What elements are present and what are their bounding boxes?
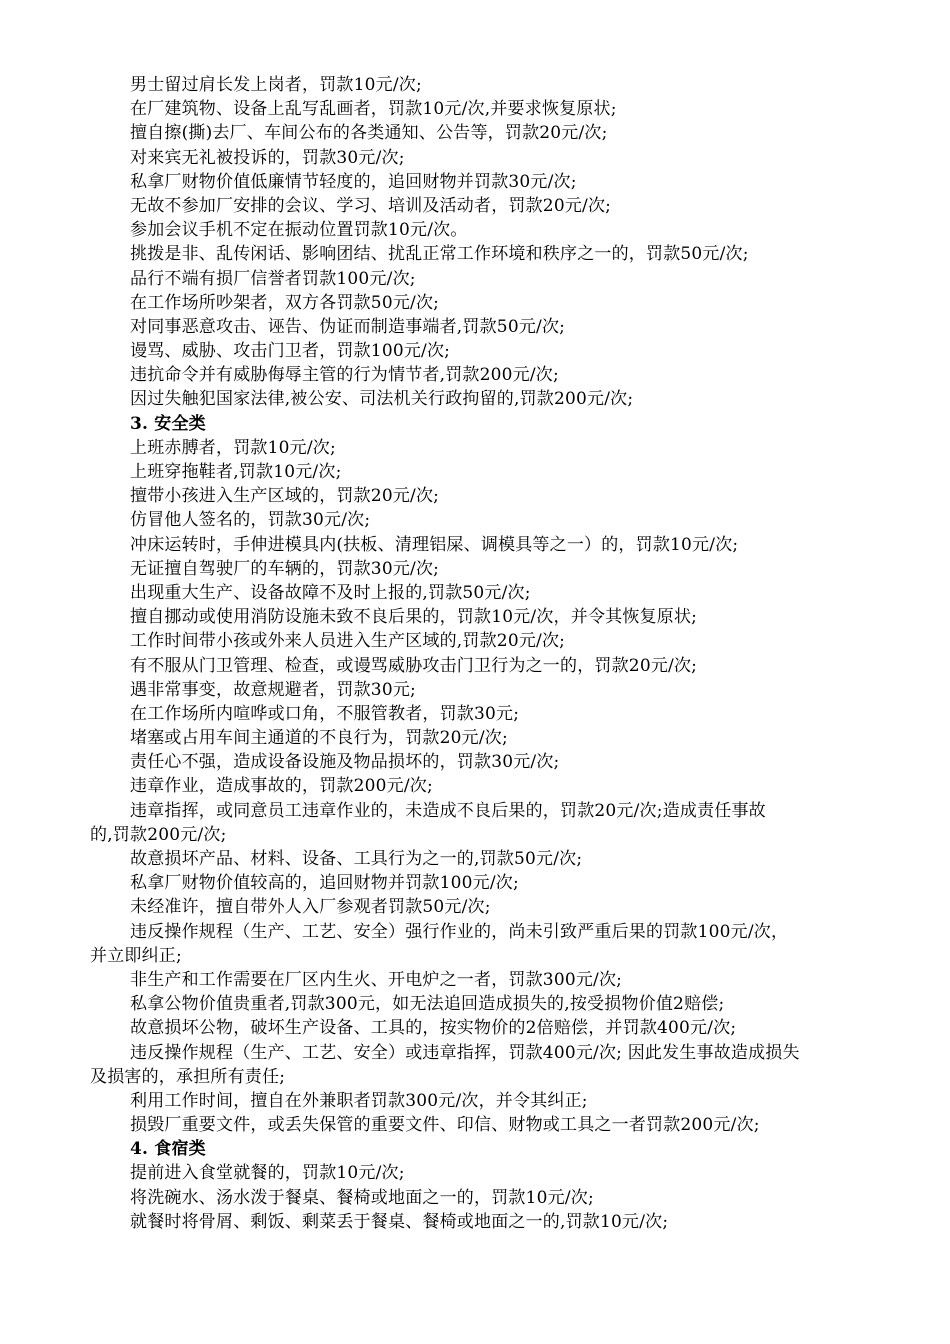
rule-line: 挑拨是非、乱传闲话、影响团结、扰乱正常工作环境和秩序之一的，罚款50元/次; [130,244,749,265]
rule-line: 遇非常事变，故意规避者，罚款30元; [130,679,416,700]
rule-line: 冲床运转时，手伸进模具内(扶板、清理铝屎、调模具等之一）的，罚款10元/次; [130,534,739,555]
section-heading-dining: 4. 食宿类 [130,1139,206,1160]
rule-line: 无证擅自驾驶厂的车辆的，罚款30元/次; [130,558,440,579]
rule-line-wrap-end: 并立即纠正; [90,945,182,966]
rule-line: 故意损坏产品、材料、设备、工具行为之一的,罚款50元/次; [130,849,583,869]
rule-line: 损毁厂重要文件，或丢失保管的重要文件、印信、财物或工具之一者罚款200元/次; [130,1115,760,1136]
rule-line: 上班穿拖鞋者,罚款10元/次; [130,462,342,482]
rule-line: 在厂建筑物、设备上乱写乱画者，罚款10元/次,并要求恢复原状; [130,99,617,120]
rule-line: 故意损坏公物，破坏生产设备、工具的，按实物价的2倍赔偿，并罚款400元/次; [130,1018,737,1039]
rule-line: 在工作场所内喧哗或口角，不服管教者，罚款30元; [130,703,520,724]
rule-line: 违章作业，造成事故的，罚款200元/次; [130,776,433,797]
rule-line: 男士留过肩长发上岗者，罚款10元/次; [130,75,422,95]
rule-line: 提前进入食堂就餐的，罚款10元/次; [130,1163,405,1184]
rule-line: 未经准许，擅自带外人入厂参观者罚款50元/次; [130,897,491,918]
rule-line: 将洗碗水、汤水泼于餐桌、餐椅或地面之一的，罚款10元/次; [130,1187,594,1208]
rule-line: 上班赤膊者，罚款10元/次; [130,437,336,458]
rule-line: 对同事恶意攻击、诬告、伪证而制造事端者,罚款50元/次; [130,316,566,337]
rule-line: 非生产和工作需要在厂区内生火、开电炉之一者，罚款300元/次; [130,969,623,990]
rule-line: 仿冒他人签名的，罚款30元/次; [130,510,371,531]
rule-line: 因过失触犯国家法律,被公安、司法机关行政拘留的,罚款200元/次; [130,389,634,410]
rule-line: 擅自擦(撕)去厂、车间公布的各类通知、公告等，罚款20元/次; [130,123,608,144]
rule-line: 违抗命令并有威胁侮辱主管的行为情节者,罚款200元/次; [130,365,559,386]
safety-list [90,436,858,1137]
rule-line: 堵塞或占用车间主通道的不良行为，罚款20元/次; [130,728,508,749]
dining-list [90,1161,858,1234]
rule-line: 在工作场所吵架者，双方各罚款50元/次; [130,292,440,313]
rule-line: 出现重大生产、设备故障不及时上报的,罚款50元/次; [130,582,531,603]
section-heading-safety: 3. 安全类 [130,413,206,434]
conduct-list [90,73,858,412]
rule-line: 责任心不强，造成设备设施及物品损坏的，罚款30元/次; [130,752,560,773]
rule-line: 谩骂、威胁、攻击门卫者，罚款100元/次; [130,341,451,362]
rule-line: 对来宾无礼被投诉的，罚款30元/次; [130,147,405,168]
rule-line-wrap-start: 违反操作规程（生产、工艺、安全）强行作业的，尚未引致严重后果的罚款100元/次， [130,921,789,942]
rule-line-wrap-start: 违反操作规程（生产、工艺、安全）或违章指挥，罚款400元/次; 因此发生事故造成损失 [130,1042,800,1063]
rule-line: 参加会议手机不定在振动位置罚款10元/次。 [130,220,468,241]
rule-line: 品行不端有损厂信誉者罚款100元/次; [130,268,416,289]
rule-line: 有不服从门卫管理、检查，或谩骂威胁攻击门卫行为之一的，罚款20元/次; [130,655,698,676]
rule-line: 工作时间带小孩或外来人员进入生产区域的,罚款20元/次; [130,631,566,652]
document-page [90,73,858,1234]
rule-line: 擅带小孩进入生产区域的，罚款20元/次; [130,486,440,507]
rule-line: 私拿厂财物价值较高的，追回财物并罚款100元/次; [130,873,519,894]
rule-line-wrap-end: 及损害的，承担所有责任; [90,1066,286,1087]
rule-line: 私拿公物价值贵重者,罚款300元，如无法追回造成损失的,按受损物价值2赔偿; [130,994,725,1015]
rule-line-wrap-start: 违章指挥，或同意员工违章作业的，未造成不良后果的，罚款20元/次;造成责任事故 [130,800,766,821]
rule-line: 私拿厂财物价值低廉情节轻度的，追回财物并罚款30元/次; [130,171,577,192]
rule-line: 就餐时将骨屑、剩饭、剩菜丢于餐桌、餐椅或地面之一的,罚款10元/次; [130,1211,669,1232]
rule-line: 利用工作时间，擅自在外兼职者罚款300元/次，并令其纠正; [130,1090,588,1111]
rule-line: 擅自挪动或使用消防设施未致不良后果的，罚款10元/次，并令其恢复原状; [130,607,698,628]
rule-line-wrap-end: 的,罚款200元/次; [90,824,227,845]
rule-line: 无故不参加厂安排的会议、学习、培训及活动者，罚款20元/次; [130,195,612,216]
